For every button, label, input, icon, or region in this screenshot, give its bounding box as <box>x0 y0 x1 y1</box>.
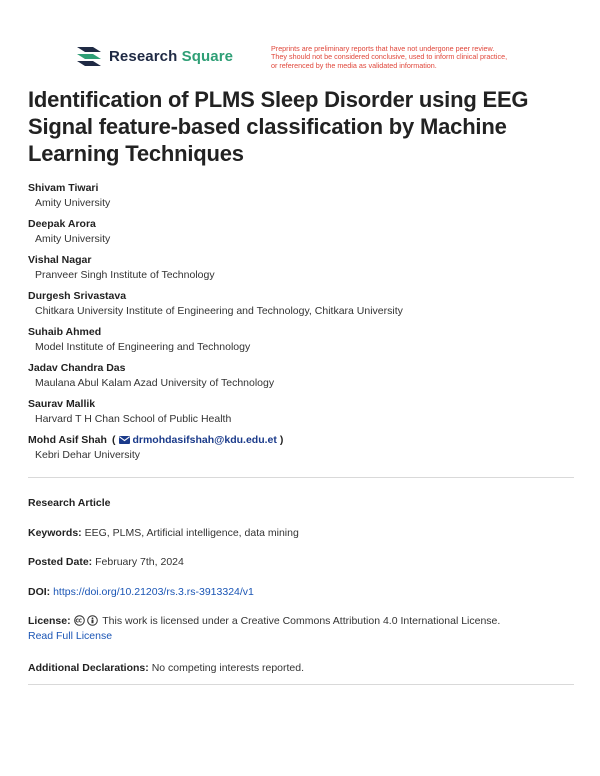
author-entry <box>28 360 578 396</box>
corresponding-author: Mohd Asif Shah ( drmohdasifshah@kdu.edu.et ) <box>28 434 284 446</box>
author-affiliation: Kebri Dehar University <box>35 449 141 461</box>
declarations-row <box>28 661 574 676</box>
creative-commons-icon <box>74 615 85 626</box>
author-entry <box>28 216 578 252</box>
author-name[interactable]: Durgesh Srivastava <box>28 290 127 302</box>
divider <box>28 477 574 478</box>
keywords-value: EEG, PLMS, Artificial intelligence, data mining <box>84 527 299 539</box>
research-square-logo-icon <box>75 45 103 67</box>
author-affiliation: Pranveer Singh Institute of Technology <box>35 269 215 281</box>
author-affiliation: Harvard T H Chan School of Public Health <box>35 413 232 425</box>
divider <box>28 684 574 685</box>
license-text: This work is licensed under a Creative Commons Attribution 4.0 International License. <box>102 615 501 627</box>
author-name[interactable]: Vishal Nagar <box>28 254 92 266</box>
doi-label: DOI: <box>28 586 51 598</box>
preprint-disclaimer: Preprints are preliminary reports that have not undergone peer review. They should not be considered conclusive, used to inform clinical practice, or referenced by the media as validated information. <box>271 44 508 70</box>
author-affiliation: Amity University <box>35 197 111 209</box>
author-entry <box>28 288 578 324</box>
research-square-logo[interactable] <box>75 45 233 67</box>
header <box>75 45 575 75</box>
author-entry <box>28 252 578 288</box>
paper-title: Identification of PLMS Sleep Disorder using EEG Signal feature-based classification by Machine Learning Techniques <box>28 87 529 166</box>
author-affiliation: Model Institute of Engineering and Technology <box>35 341 251 353</box>
posted-date-row <box>28 555 574 570</box>
author-entry <box>28 324 578 360</box>
doi-link[interactable]: https://doi.org/10.21203/rs.3.rs-3913324/v1 <box>53 586 254 598</box>
author-name[interactable]: Shivam Tiwari <box>28 182 99 194</box>
envelope-icon <box>119 436 130 444</box>
doi-row <box>28 585 574 600</box>
license-label: License: <box>28 615 71 627</box>
author-name[interactable]: Mohd Asif Shah <box>28 434 107 446</box>
read-full-license-link[interactable]: Read Full License <box>28 630 113 642</box>
author-name[interactable]: Suhaib Ahmed <box>28 326 102 338</box>
article-type: Research Article <box>28 497 111 509</box>
declarations-value: No competing interests reported. <box>151 662 305 674</box>
posted-date-value: February 7th, 2024 <box>95 556 184 568</box>
author-entry <box>28 432 578 468</box>
posted-date-label: Posted Date: <box>28 556 93 568</box>
author-name[interactable]: Jadav Chandra Das <box>28 362 126 374</box>
author-email-link[interactable]: drmohdasifshah@kdu.edu.et <box>132 434 277 446</box>
author-entry <box>28 180 578 216</box>
author-list <box>28 180 578 468</box>
author-affiliation: Amity University <box>35 233 111 245</box>
attribution-icon <box>87 615 98 626</box>
author-entry <box>28 396 578 432</box>
author-affiliation: Chitkara University Institute of Engineering and Technology, Chitkara University <box>35 305 403 317</box>
license-row <box>28 614 574 644</box>
keywords-row <box>28 526 574 541</box>
declarations-label: Additional Declarations: <box>28 662 149 674</box>
author-affiliation: Maulana Abul Kalam Azad University of Technology <box>35 377 275 389</box>
author-name[interactable]: Deepak Arora <box>28 218 96 230</box>
logo-text: Research Square <box>109 47 234 65</box>
author-name[interactable]: Saurav Mallik <box>28 398 96 410</box>
keywords-label: Keywords: <box>28 527 82 539</box>
